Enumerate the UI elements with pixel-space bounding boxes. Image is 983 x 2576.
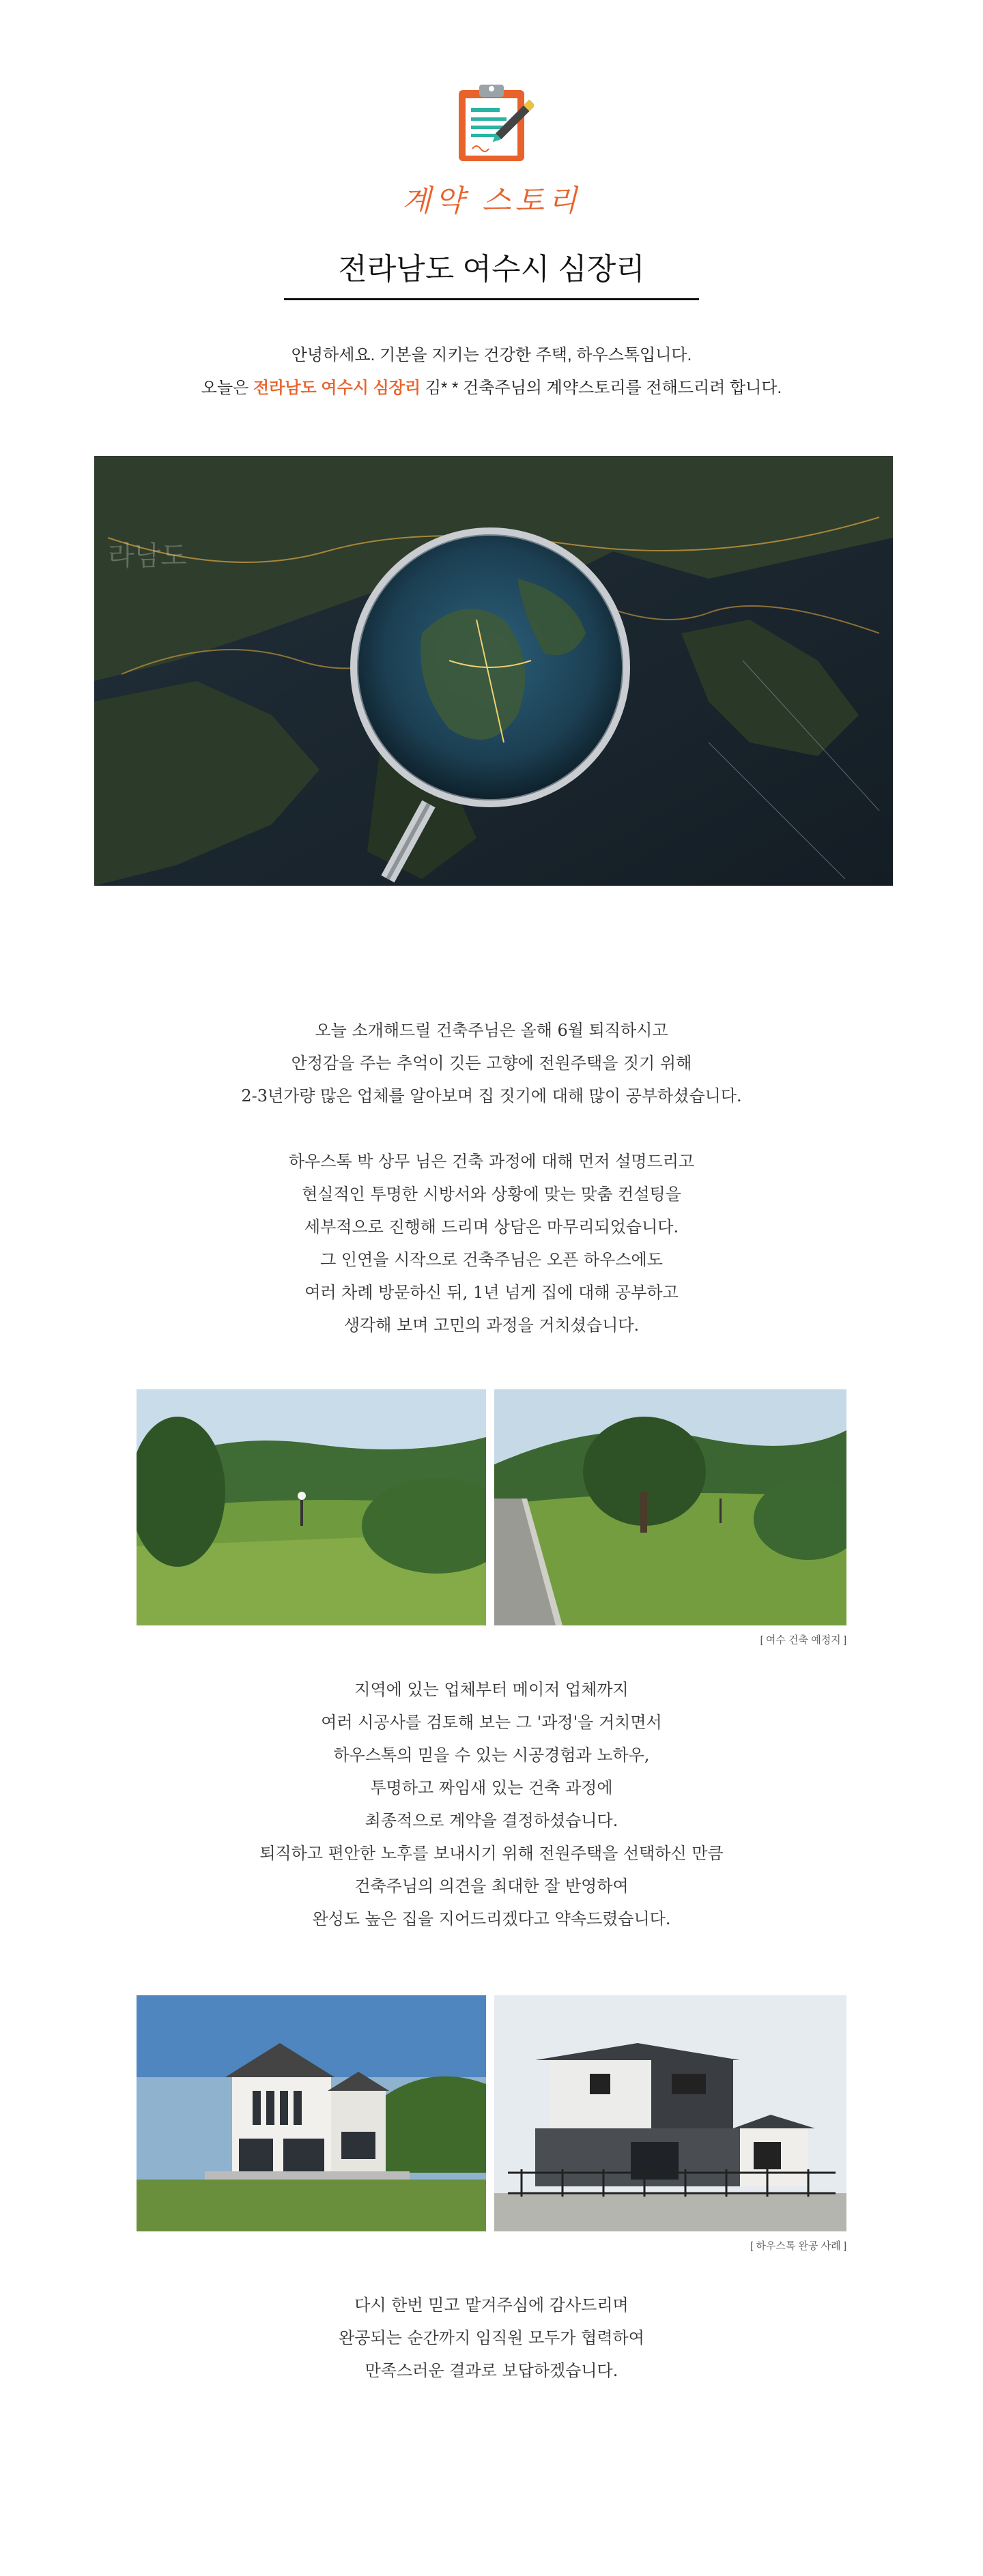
photo-caption-completed: [ 하우스톡 완공 사례 ] — [750, 2240, 846, 2252]
intro-suffix: 김* * 건축주님의 계약스토리를 전해드리려 합니다. — [421, 379, 782, 397]
intro-location-line — [0, 374, 983, 398]
story-line: 생각해 보며 고민의 과정을 거치셨습니다. — [343, 1316, 640, 1335]
story-line: 하우스톡 박 상무 님은 건축 과정에 대해 먼저 설명드리고 — [288, 1152, 695, 1171]
story-line: 현실적인 투명한 시방서와 상황에 맞는 맞춤 컨설팅을 — [302, 1185, 681, 1204]
story-line: 투명하고 짜임새 있는 건축 과정에 — [370, 1778, 613, 1797]
story-line: 다시 한번 믿고 맡겨주심에 감사드리며 — [354, 2296, 629, 2315]
story-line: 만족스러운 결과로 보답하겠습니다. — [365, 2361, 618, 2380]
story-line: 완공되는 순간까지 임직원 모두가 협력하여 — [339, 2328, 644, 2347]
title-divider — [284, 298, 699, 300]
site-photo-field-1 — [137, 1389, 486, 1625]
story-line: 퇴직하고 편안한 노후를 보내시기 위해 전원주택을 선택하신 만큼 — [259, 1844, 724, 1863]
page-title: 전라남도 여수시 심장리 — [338, 252, 645, 286]
story-line: 세부적으로 진행해 드리며 상담은 마무리되었습니다. — [304, 1217, 679, 1236]
story-line: 오늘 소개해드릴 건축주님은 올해 6월 퇴직하시고 — [315, 1021, 668, 1040]
story-line: 최종적으로 계약을 결정하셨습니다. — [365, 1811, 618, 1830]
contract-clipboard-pen-icon — [449, 81, 534, 165]
story-line: 완성도 높은 집을 지어드리겠다고 약속드렸습니다. — [312, 1909, 671, 1928]
story-line: 지역에 있는 업체부터 메이저 업체까지 — [354, 1680, 629, 1699]
intro-prefix: 오늘은 — [201, 379, 253, 397]
story-line: 여러 차례 방문하신 뒤, 1년 넘게 집에 대해 공부하고 — [304, 1283, 679, 1302]
map-region-label: 라남도 — [108, 540, 187, 572]
story-paragraph-4 — [0, 2289, 983, 2387]
story-line: 건축주님의 의견을 최대한 잘 반영하여 — [354, 1877, 629, 1896]
story-line: 그 인연을 시작으로 건축주님은 오픈 하우스에도 — [320, 1250, 663, 1269]
satellite-map-image — [94, 456, 893, 886]
completed-house-photo-2 — [494, 1995, 846, 2231]
story-paragraph-3 — [0, 1673, 983, 1935]
story-paragraph-2 — [0, 1145, 983, 1342]
brand-title: 계약 스토리 — [401, 184, 582, 218]
story-line: 2-3년가량 많은 업체를 알아보며 집 짓기에 대해 많이 공부하셨습니다. — [241, 1086, 742, 1105]
photo-caption-site: [ 여수 건축 예정지 ] — [760, 1634, 846, 1646]
intro-greeting: 안녕하세요. 기본을 지키는 건강한 주택, 하우스톡입니다. — [291, 346, 692, 364]
site-photo-field-2 — [494, 1389, 846, 1625]
story-line: 여러 시공사를 검토해 보는 그 '과정'을 거치면서 — [321, 1713, 662, 1732]
completed-house-photo-1 — [137, 1995, 486, 2231]
story-line: 안정감을 주는 추억이 깃든 고향에 전원주택을 짓기 위해 — [291, 1054, 692, 1073]
story-line: 하우스톡의 믿을 수 있는 시공경험과 노하우, — [333, 1746, 650, 1765]
intro-location-highlight: 전라남도 여수시 심장리 — [253, 379, 421, 397]
story-paragraph-1 — [0, 1014, 983, 1112]
